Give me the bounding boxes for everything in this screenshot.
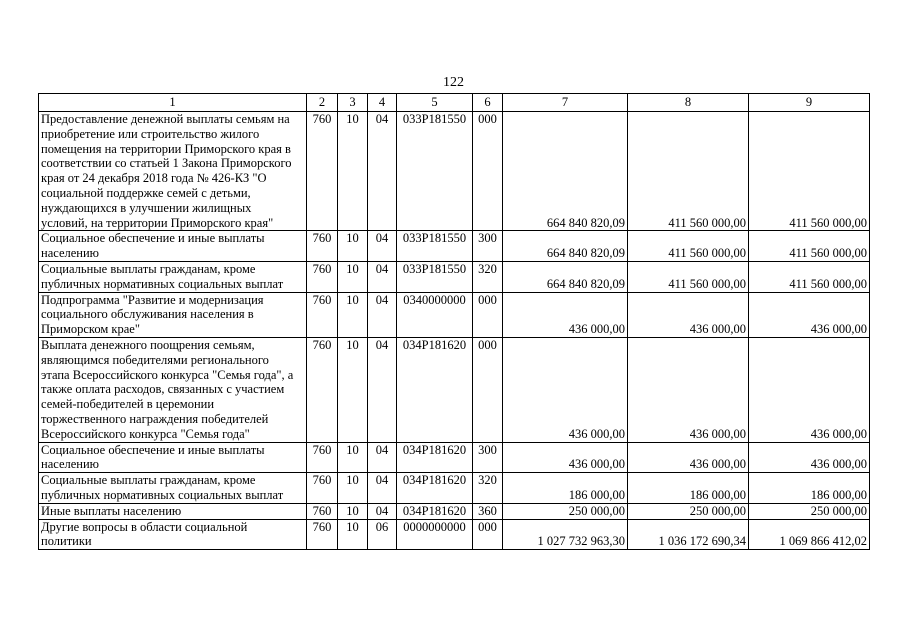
target-article-code-cell: 033Р181550 (397, 231, 473, 262)
table-row (39, 473, 870, 504)
description-line: края от 24 декабря 2018 года № 426-КЗ "О (41, 171, 267, 186)
description-line: Социальные выплаты гражданам, кроме (41, 261, 256, 276)
column-number-6: 6 (473, 94, 503, 112)
target-article-code-cell: 033Р181550 (397, 261, 473, 292)
amount-col7-cell: 664 840 820,09 (503, 112, 628, 231)
description-line: политики (41, 534, 92, 549)
amount-col9-cell: 411 560 000,00 (749, 112, 870, 231)
target-article-code-cell: 0340000000 (397, 292, 473, 337)
description-line: Всероссийского конкурса "Семья года" (41, 426, 250, 441)
grbs-code-cell: 760 (307, 442, 338, 473)
table-body (39, 112, 870, 550)
amount-col8-cell: 436 000,00 (628, 442, 749, 473)
description-cell (39, 503, 307, 519)
amount-col7-cell: 436 000,00 (503, 337, 628, 442)
description-cell (39, 519, 307, 550)
section-code-cell: 10 (338, 442, 368, 473)
description-line: Социальное обеспечение и иные выплаты (41, 442, 265, 457)
table-row (39, 112, 870, 231)
grbs-code-cell: 760 (307, 112, 338, 231)
description-line: Социальное обеспечение и иные выплаты (41, 231, 265, 246)
amount-col9-cell: 1 069 866 412,02 (749, 519, 870, 550)
column-number-5: 5 (397, 94, 473, 112)
description-line: социального обслуживания населения в (41, 307, 254, 322)
target-article-code-cell: 0000000000 (397, 519, 473, 550)
column-number-3: 3 (338, 94, 368, 112)
subsection-code-cell: 04 (368, 231, 397, 262)
grbs-code-cell: 760 (307, 473, 338, 504)
description-line: населению (41, 457, 99, 472)
description-line: также оплата расходов, связанных с участием (41, 382, 285, 397)
table-row (39, 231, 870, 262)
amount-col8-cell: 1 036 172 690,34 (628, 519, 749, 550)
table-row (39, 442, 870, 473)
description-line: Подпрограмма "Развитие и модернизация (41, 292, 264, 307)
amount-col7-cell: 1 027 732 963,30 (503, 519, 628, 550)
amount-col7-cell: 436 000,00 (503, 442, 628, 473)
description-line: Приморском крае" (41, 322, 140, 337)
column-number-2: 2 (307, 94, 338, 112)
table-row (39, 503, 870, 519)
amount-col7-cell: 250 000,00 (503, 503, 628, 519)
description-line: соответствии со статьей 1 Закона Приморского (41, 156, 292, 171)
description-line: населению (41, 246, 99, 261)
description-cell (39, 337, 307, 442)
table-row (39, 292, 870, 337)
amount-col9-cell: 250 000,00 (749, 503, 870, 519)
expense-type-code-cell: 320 (473, 261, 503, 292)
description-line: являющимся победителями регионального (41, 352, 269, 367)
amount-col7-cell: 664 840 820,09 (503, 261, 628, 292)
amount-col7-cell: 186 000,00 (503, 473, 628, 504)
description-cell (39, 231, 307, 262)
expense-type-code-cell: 000 (473, 292, 503, 337)
description-line: публичных нормативных социальных выплат (41, 487, 284, 502)
grbs-code-cell: 760 (307, 292, 338, 337)
subsection-code-cell: 04 (368, 337, 397, 442)
column-number-9: 9 (749, 94, 870, 112)
section-code-cell: 10 (338, 337, 368, 442)
amount-col8-cell: 411 560 000,00 (628, 261, 749, 292)
amount-col9-cell: 436 000,00 (749, 292, 870, 337)
amount-col9-cell: 186 000,00 (749, 473, 870, 504)
grbs-code-cell: 760 (307, 337, 338, 442)
description-line: Социальные выплаты гражданам, кроме (41, 473, 256, 488)
section-code-cell: 10 (338, 503, 368, 519)
expense-type-code-cell: 300 (473, 231, 503, 262)
header-row (39, 94, 870, 112)
expense-type-code-cell: 000 (473, 112, 503, 231)
description-line: помещения на территории Приморского края в (41, 141, 291, 156)
subsection-code-cell: 04 (368, 292, 397, 337)
amount-col8-cell: 186 000,00 (628, 473, 749, 504)
description-cell (39, 473, 307, 504)
grbs-code-cell: 760 (307, 231, 338, 262)
amount-col8-cell: 411 560 000,00 (628, 112, 749, 231)
description-line: социальной поддержке семей с детьми, (41, 185, 251, 200)
description-cell (39, 442, 307, 473)
description-line: Предоставление денежной выплаты семьям на (41, 112, 290, 126)
column-number-4: 4 (368, 94, 397, 112)
description-line: Выплата денежного поощрения семьям, (41, 337, 255, 352)
subsection-code-cell: 06 (368, 519, 397, 550)
description-line: Другие вопросы в области социальной (41, 519, 248, 534)
description-line: этапа Всероссийского конкурса "Семья года", а (41, 367, 294, 382)
expense-type-code-cell: 000 (473, 337, 503, 442)
amount-col8-cell: 436 000,00 (628, 337, 749, 442)
table-row (39, 337, 870, 442)
table-row (39, 261, 870, 292)
subsection-code-cell: 04 (368, 112, 397, 231)
amount-col8-cell: 411 560 000,00 (628, 231, 749, 262)
subsection-code-cell: 04 (368, 473, 397, 504)
amount-col9-cell: 411 560 000,00 (749, 261, 870, 292)
description-cell (39, 261, 307, 292)
table-header (39, 94, 870, 112)
description-line: семей-победителей в церемонии (41, 397, 215, 412)
description-line: торжественного награждения победителей (41, 411, 269, 426)
column-number-7: 7 (503, 94, 628, 112)
column-number-1: 1 (39, 94, 307, 112)
description-cell (39, 112, 307, 231)
target-article-code-cell: 034Р181620 (397, 337, 473, 442)
target-article-code-cell: 034Р181620 (397, 503, 473, 519)
amount-col8-cell: 250 000,00 (628, 503, 749, 519)
section-code-cell: 10 (338, 292, 368, 337)
target-article-code-cell: 034Р181620 (397, 442, 473, 473)
expense-type-code-cell: 320 (473, 473, 503, 504)
column-number-8: 8 (628, 94, 749, 112)
description-line: публичных нормативных социальных выплат (41, 276, 284, 291)
description-cell (39, 292, 307, 337)
description-line: нуждающихся в улучшении жилищных (41, 200, 252, 215)
amount-col9-cell: 436 000,00 (749, 442, 870, 473)
table-row (39, 519, 870, 550)
subsection-code-cell: 04 (368, 261, 397, 292)
amount-col9-cell: 436 000,00 (749, 337, 870, 442)
amount-col8-cell: 436 000,00 (628, 292, 749, 337)
grbs-code-cell: 760 (307, 503, 338, 519)
expense-type-code-cell: 300 (473, 442, 503, 473)
grbs-code-cell: 760 (307, 519, 338, 550)
subsection-code-cell: 04 (368, 503, 397, 519)
page-number: 122 (443, 75, 464, 90)
target-article-code-cell: 033Р181550 (397, 112, 473, 231)
section-code-cell: 10 (338, 473, 368, 504)
description-line: условий, на территории Приморского края" (41, 215, 274, 230)
section-code-cell: 10 (338, 519, 368, 550)
amount-col9-cell: 411 560 000,00 (749, 231, 870, 262)
budget-table (38, 93, 870, 550)
expense-type-code-cell: 000 (473, 519, 503, 550)
amount-col7-cell: 664 840 820,09 (503, 231, 628, 262)
section-code-cell: 10 (338, 112, 368, 231)
amount-col7-cell: 436 000,00 (503, 292, 628, 337)
expense-type-code-cell: 360 (473, 503, 503, 519)
grbs-code-cell: 760 (307, 261, 338, 292)
subsection-code-cell: 04 (368, 442, 397, 473)
section-code-cell: 10 (338, 231, 368, 262)
target-article-code-cell: 034Р181620 (397, 473, 473, 504)
description-line: Иные выплаты населению (41, 503, 182, 518)
description-line: приобретение или строительство жилого (41, 126, 260, 141)
section-code-cell: 10 (338, 261, 368, 292)
